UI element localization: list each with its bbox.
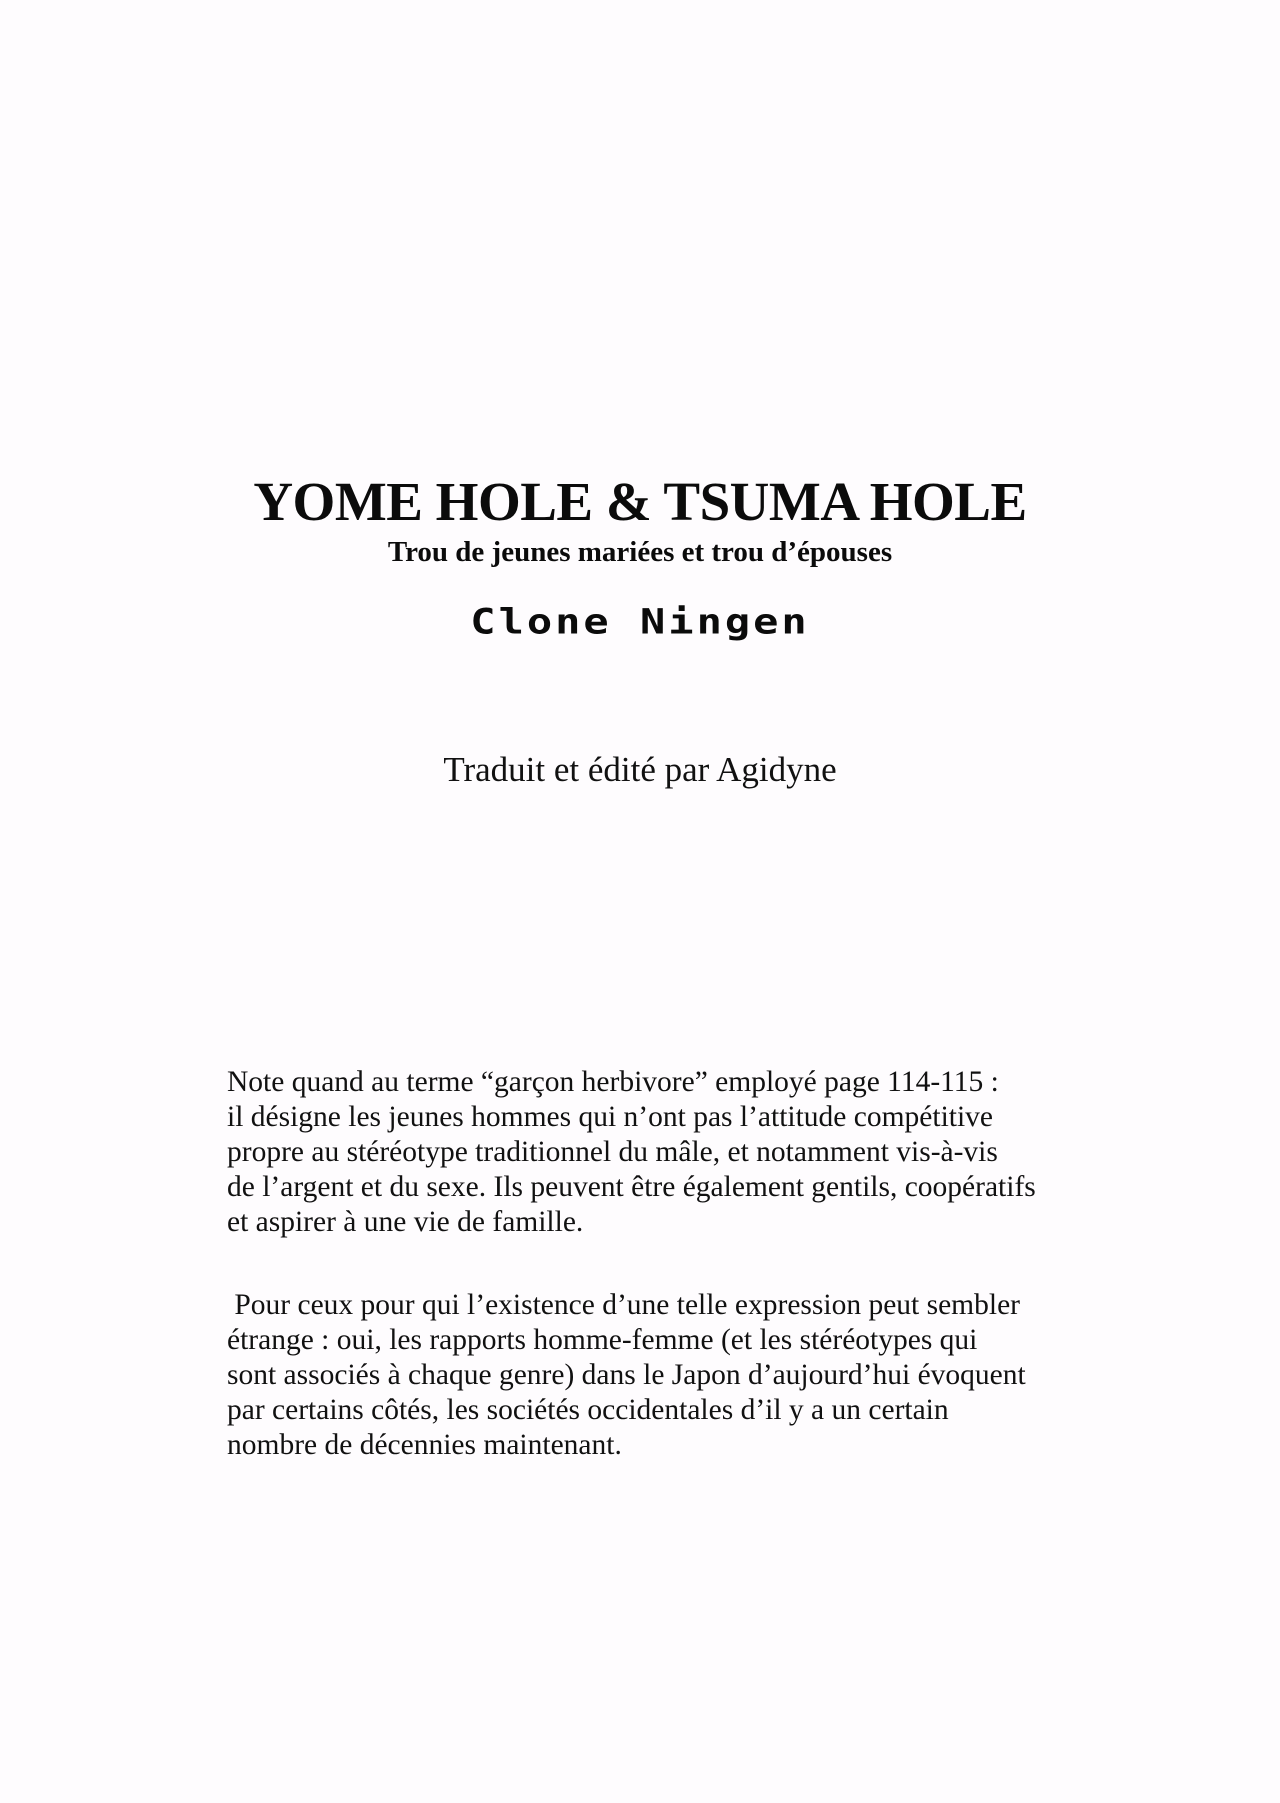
note-line: propre au stéréotype traditionnel du mâle, et notamment vis-à-vis: [227, 1136, 998, 1168]
translation-credit: Traduit et édité par Agidyne: [443, 750, 837, 789]
note-paragraph-1: [227, 1065, 1187, 1240]
note-line: de l’argent et du sexe. Ils peuvent être également gentils, coopératifs: [227, 1171, 1036, 1203]
note-line: par certains côtés, les sociétés occidentales d’il y a un certain: [227, 1394, 949, 1426]
note-line: et aspirer à une vie de famille.: [227, 1206, 584, 1238]
book-subtitle: Trou de jeunes mariées et trou d’épouses: [387, 536, 893, 568]
note-line: il désigne les jeunes hommes qui n’ont pas l’attitude compétitive: [227, 1101, 994, 1133]
note-paragraph-2: [227, 1288, 1187, 1463]
note-line: étrange : oui, les rapports homme-femme (et les stéréotypes qui: [227, 1324, 978, 1356]
note-line: nombre de décennies maintenant.: [227, 1429, 622, 1461]
book-title: YOME HOLE & TSUMA HOLE: [253, 471, 1027, 532]
author-name: Clone Ningen: [470, 601, 810, 642]
note-line: sont associés à chaque genre) dans le Japon d’aujourd’hui évoquent: [227, 1359, 1026, 1391]
note-line: Pour ceux pour qui l’existence d’une telle expression peut sembler: [227, 1289, 1020, 1321]
note-line: Note quand au terme “garçon herbivore” employé page 114-115 :: [227, 1066, 999, 1098]
